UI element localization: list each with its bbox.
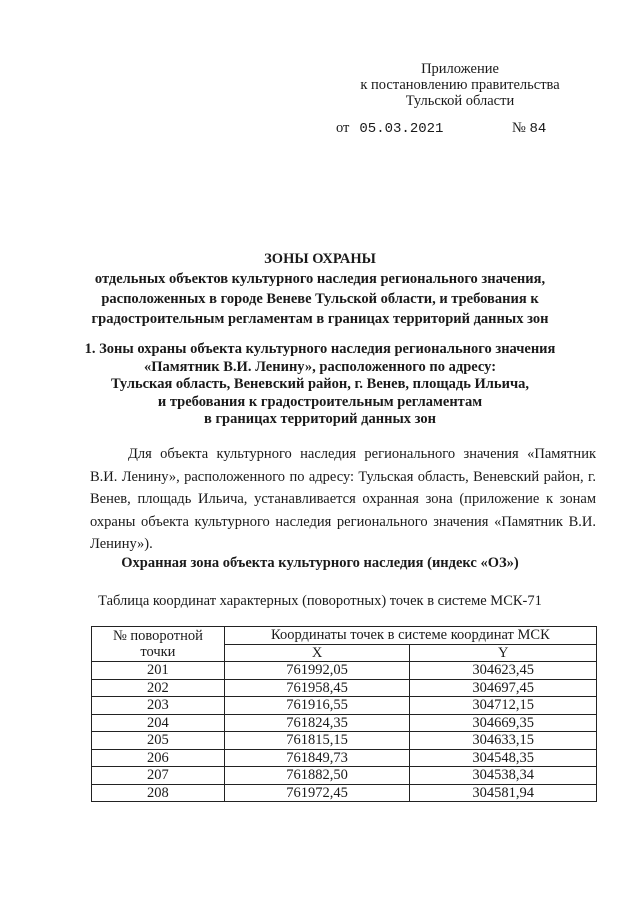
cell-point: 208 xyxy=(92,784,225,802)
section-line-4: и требования к градостроительным регламентам xyxy=(157,393,483,410)
section-line-1: 1. Зоны охраны объекта культурного наследия регионального значения xyxy=(84,341,556,357)
header-point-number: № поворотной точки xyxy=(92,627,225,662)
cell-x: 761849,73 xyxy=(224,749,410,767)
cell-y: 304712,15 xyxy=(410,697,597,715)
decree-number: 84 xyxy=(529,121,547,137)
header-y: Y xyxy=(410,644,597,662)
cell-y: 304623,45 xyxy=(410,662,597,680)
header-coordinates: Координаты точек в системе координат МСК xyxy=(224,627,596,645)
table-row xyxy=(92,662,597,680)
decree-number-group xyxy=(512,120,546,137)
table-row xyxy=(92,714,597,732)
cell-x: 761972,45 xyxy=(224,784,410,802)
table-row xyxy=(92,749,597,767)
decree-date-number xyxy=(336,120,547,137)
table-row xyxy=(92,679,597,697)
cell-point: 204 xyxy=(92,714,225,732)
header-x: X xyxy=(224,644,410,662)
cell-point: 205 xyxy=(92,732,225,750)
cell-x: 761824,35 xyxy=(224,714,410,732)
table-row xyxy=(92,697,597,715)
cell-point: 206 xyxy=(92,749,225,767)
cell-point: 202 xyxy=(92,679,225,697)
coordinates-table xyxy=(91,626,597,802)
appendix-line-1: Приложение xyxy=(421,61,499,77)
cell-x: 761992,05 xyxy=(224,662,410,680)
coordinates-table-body xyxy=(92,662,597,802)
cell-y: 304697,45 xyxy=(410,679,597,697)
cell-x: 761916,55 xyxy=(224,697,410,715)
zone-subheading: Охранная зона объекта культурного наследия (индекс «ОЗ») xyxy=(121,555,519,571)
appendix-header xyxy=(330,61,590,109)
cell-point: 201 xyxy=(92,662,225,680)
section-line-3: Тульская область, Веневский район, г. Венев, площадь Ильича, xyxy=(110,376,529,392)
document-title xyxy=(60,249,580,329)
cell-y: 304633,15 xyxy=(410,732,597,750)
cell-point: 207 xyxy=(92,767,225,785)
title-line-3: расположенных в городе Веневе Тульской области, и требования к xyxy=(101,291,539,307)
table-row xyxy=(92,767,597,785)
title-line-4: градостроительным регламентам в границах территорий данных зон xyxy=(91,311,549,327)
appendix-line-2: к постановлению правительства xyxy=(360,77,560,93)
cell-x: 761882,50 xyxy=(224,767,410,785)
cell-y: 304548,35 xyxy=(410,749,597,767)
appendix-line-3: Тульской области xyxy=(405,93,515,109)
cell-x: 761815,15 xyxy=(224,732,410,750)
section-heading xyxy=(60,341,580,429)
date-prefix: от xyxy=(336,120,350,136)
table-caption: Таблица координат характерных (поворотных) точек в системе МСК-71 xyxy=(98,593,542,609)
cell-x: 761958,45 xyxy=(224,679,410,697)
table-row xyxy=(92,732,597,750)
section-line-5: в границах территорий данных зон xyxy=(204,411,436,427)
title-line-1: ЗОНЫ ОХРАНЫ xyxy=(264,251,376,267)
cell-point: 203 xyxy=(92,697,225,715)
title-line-2: отдельных объектов культурного наследия регионального значения, xyxy=(94,271,546,287)
number-prefix: № xyxy=(512,120,526,136)
body-paragraph: Для объекта культурного наследия регионального значения «Памятник В.И. Ленину», расположенного по адресу: Тульская область, Веневский район, г. Венев, площадь Ильича, устанавливается охранная зона (приложение к зонам охраны объекта культурного наследия регионального значения «Памятник В.И. Ленину»). xyxy=(90,446,596,552)
table-row xyxy=(92,784,597,802)
cell-y: 304538,34 xyxy=(410,767,597,785)
decree-date: 05.03.2021 xyxy=(359,121,444,137)
cell-y: 304669,35 xyxy=(410,714,597,732)
section-line-2: «Памятник В.И. Ленину», расположенного по адресу: xyxy=(143,358,497,375)
cell-y: 304581,94 xyxy=(410,784,597,802)
